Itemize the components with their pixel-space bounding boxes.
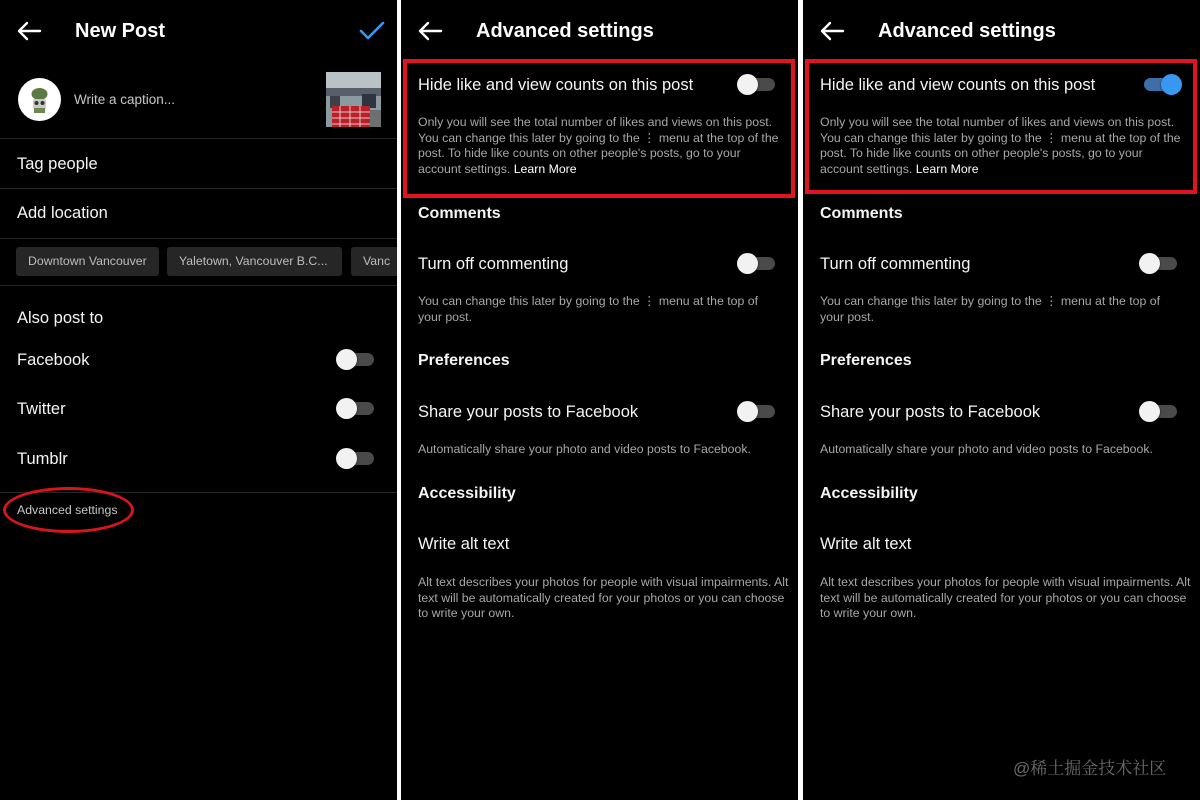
hide-counts-description: [418, 115, 783, 177]
share-facebook-toggle[interactable]: [737, 400, 777, 422]
accessibility-section-header: Accessibility: [418, 485, 516, 502]
alt-text-description: Alt text describes your photos for people with visual impairments. Alt text will be automatically created for your photos or you can choose to write your own.: [418, 575, 789, 620]
share-facebook-toggle[interactable]: [1139, 400, 1179, 422]
advanced-settings-link[interactable]: Advanced settings: [17, 503, 118, 517]
learn-more-link[interactable]: Learn More: [915, 161, 979, 176]
share-facebook-description: Automatically share your photo and video posts to Facebook.: [418, 442, 751, 456]
toggle-knob: [1139, 401, 1160, 422]
hide-counts-toggle[interactable]: [1142, 73, 1182, 95]
toggle-knob: [336, 398, 357, 419]
back-arrow-icon[interactable]: [417, 20, 443, 42]
learn-more-link[interactable]: Learn More: [513, 161, 577, 176]
share-facebook-description: Automatically share your photo and video posts to Facebook.: [820, 442, 1153, 456]
checkmark-icon[interactable]: [358, 19, 386, 48]
hide-counts-desc-text: Only you will see the total number of likes and views on this post. You can change this later by going to the ⋮ menu at the top of the post. To hide like counts on other people's posts, go to your account settings.: [418, 115, 779, 176]
avatar-icon: [18, 78, 61, 121]
page-title: Advanced settings: [476, 20, 654, 42]
advanced-settings-screen-before: [401, 0, 798, 800]
hide-counts-label: Hide like and view counts on this post: [820, 76, 1096, 94]
divider: [0, 188, 397, 189]
toggle-knob: [737, 74, 758, 95]
post-thumbnail: [326, 72, 381, 127]
also-post-to-label: Also post to: [17, 309, 104, 327]
hide-counts-toggle[interactable]: [737, 73, 777, 95]
alt-text-description: Alt text describes your photos for people with visual impairments. Alt text will be automatically created for your photos or you can choose to write your own.: [820, 575, 1191, 620]
preferences-section-header: Preferences: [418, 352, 510, 369]
add-location-row[interactable]: Add location: [17, 204, 108, 222]
advanced-settings-screen-after: [803, 0, 1200, 800]
toggle-knob: [737, 401, 758, 422]
caption-input[interactable]: Write a caption...: [74, 92, 176, 107]
watermark: @稀土掘金技术社区: [1013, 759, 1167, 778]
location-chip[interactable]: Vanc: [351, 247, 397, 276]
turn-off-commenting-toggle[interactable]: [737, 252, 777, 274]
page-title: New Post: [75, 20, 166, 42]
share-facebook-label: Share your posts to Facebook: [820, 403, 1041, 421]
page-title: Advanced settings: [878, 20, 1056, 42]
hide-counts-description: [820, 115, 1185, 177]
turn-off-commenting-label: Turn off commenting: [418, 255, 569, 273]
comments-section-header: Comments: [418, 205, 501, 222]
location-chip[interactable]: Downtown Vancouver: [16, 247, 159, 276]
toggle-knob: [1161, 74, 1182, 95]
toggle-knob: [1139, 253, 1160, 274]
tumblr-toggle[interactable]: [336, 447, 376, 469]
tag-people-row[interactable]: Tag people: [17, 155, 98, 173]
accessibility-section-header: Accessibility: [820, 485, 918, 502]
turn-off-commenting-toggle[interactable]: [1139, 252, 1179, 274]
share-facebook-label: Share your posts to Facebook: [418, 403, 639, 421]
toggle-knob: [336, 349, 357, 370]
commenting-description: You can change this later by going to the ⋮ menu at the top of your post.: [418, 294, 758, 324]
write-alt-text-row[interactable]: Write alt text: [820, 535, 912, 553]
twitter-toggle[interactable]: [336, 397, 376, 419]
share-target-label-facebook: Facebook: [17, 351, 90, 369]
hide-counts-desc-text: Only you will see the total number of likes and views on this post. You can change this later by going to the ⋮ menu at the top of the post. To hide like counts on other people's posts, go to your account settings.: [820, 115, 1181, 176]
share-target-label-tumblr: Tumblr: [17, 450, 68, 468]
commenting-description: You can change this later by going to the ⋮ menu at the top of your post.: [820, 294, 1160, 324]
share-target-label-twitter: Twitter: [17, 400, 66, 418]
comments-section-header: Comments: [820, 205, 903, 222]
toggle-knob: [336, 448, 357, 469]
turn-off-commenting-label: Turn off commenting: [820, 255, 971, 273]
divider: [0, 492, 397, 493]
divider: [0, 238, 397, 239]
toggle-knob: [737, 253, 758, 274]
preferences-section-header: Preferences: [820, 352, 912, 369]
write-alt-text-row[interactable]: Write alt text: [418, 535, 510, 553]
back-arrow-icon[interactable]: [819, 20, 845, 42]
new-post-screen: [0, 0, 397, 800]
location-chip[interactable]: Yaletown, Vancouver B.C...: [167, 247, 342, 276]
facebook-toggle[interactable]: [336, 348, 376, 370]
hide-counts-label: Hide like and view counts on this post: [418, 76, 694, 94]
back-arrow-icon[interactable]: [16, 20, 42, 42]
divider: [0, 285, 397, 286]
divider: [0, 138, 397, 139]
